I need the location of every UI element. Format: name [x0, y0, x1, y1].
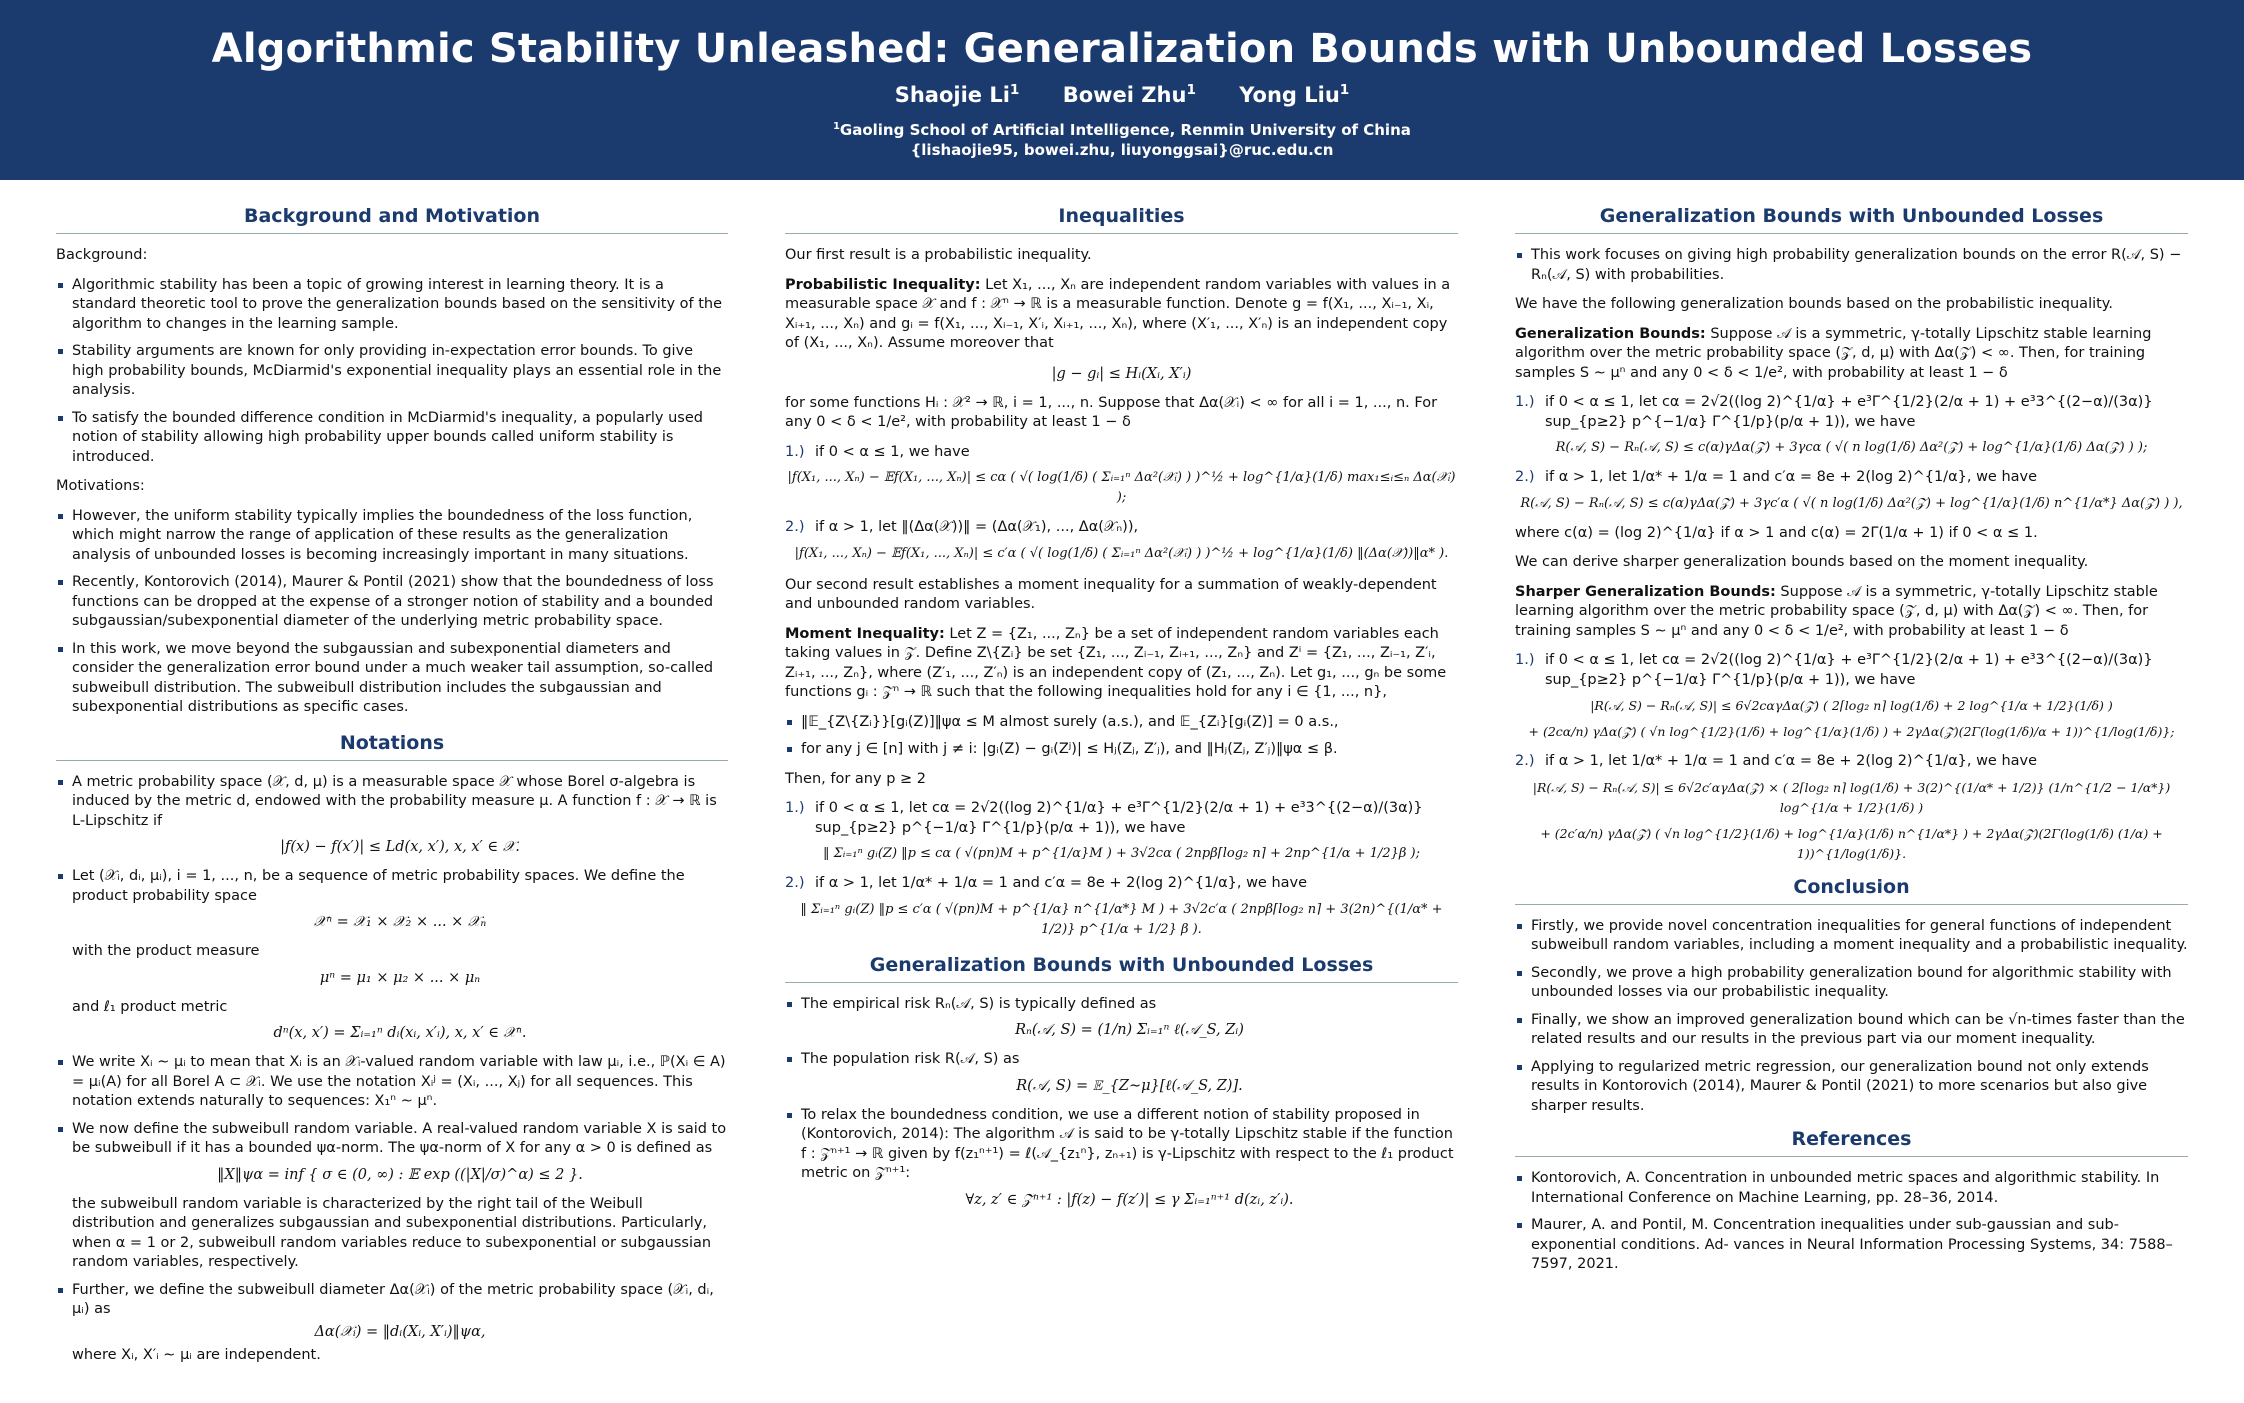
- author-list: [0, 82, 2244, 107]
- section-title-conclusion: Conclusion: [1515, 876, 2188, 905]
- motivations-label: Motivations:: [56, 478, 145, 494]
- equation: + (2cα/n) γΔα(𝒵) ( √n log^{1/2}(1/δ) + log^{1/α}(1/δ) ) + 2γΔα(𝒵)(2Γ(log(1/δ)/α + 1))^{1/log(1/δ)};: [1528, 724, 2175, 739]
- list-item: Kontorovich, A. Concentration in unbounded metric spaces and algorithmic stability. In International Conference on Machine Learning, pp. 28–36, 2014.: [1515, 1169, 2188, 1208]
- list-item: for any j ∈ [n] with j ≠ i: |gᵢ(Z) − gᵢ(Zʲ)| ≤ Hⱼ(Zⱼ, Z′ⱼ), and ‖Hⱼ(Zⱼ, Z′ⱼ)‖ψα ≤ β.: [785, 740, 1458, 760]
- list-item: The population risk R(𝒜, S) as R(𝒜, S) = 𝔼_{Z∼μ}[ℓ(𝒜_S, Z)].: [785, 1050, 1458, 1096]
- paragraph: Our first result is a probabilistic inequality.: [785, 247, 1092, 263]
- equation: 𝒳ⁿ = 𝒳₁ × 𝒳₂ × ... × 𝒳ₙ: [313, 914, 487, 930]
- theorem-probabilistic: Probabilistic Inequality: Let X₁, ..., Xₙ are independent random variables with values in a measurable space 𝒳 and f : 𝒳ⁿ → ℝ is a measurable function. Denote g = f(X₁, ..., Xᵢ₋₁, Xᵢ, Xᵢ₊₁, ..., Xₙ) and gᵢ = f(X₁, ..., Xᵢ₋₁, X′ᵢ, Xᵢ₊₁, ..., Xₙ), where (X′₁, ..., X′ₙ) is an independent copy of (X₁, ..., Xₙ). Assume moreover that: [785, 276, 1451, 351]
- section-title-inequalities: Inequalities: [785, 205, 1458, 234]
- section-title-generalization: Generalization Bounds with Unbounded Losses: [785, 954, 1458, 983]
- paragraph: for some functions Hᵢ : 𝒳² → ℝ, i = 1, ..., n. Suppose that Δα(𝒳ᵢ) < ∞ for all i = 1, ..., n. For any 0 < δ < 1/e², with probability at least 1 − δ: [785, 394, 1438, 430]
- equation: |f(X₁, ..., Xₙ) − 𝔼f(X₁, ..., Xₙ)| ≤ c′α ( √( log(1/δ) ( Σᵢ₌₁ⁿ Δα²(𝒳ᵢ) ) )^½ + log^{1/α}(1/δ) ‖(Δα(𝒳))‖α* ).: [794, 545, 1449, 561]
- list-item: Recently, Kontorovich (2014), Maurer & Pontil (2021) show that the boundedness of loss functions can be dropped at the expense of a stronger notion of stability and a bounded subgaussian/subexponential diameter of the underlying metric probability space.: [56, 573, 728, 632]
- list-item: Firstly, we provide novel concentration inequalities for general functions of independent subweibull random variables, including a moment inequality and a probabilistic inequality.: [1515, 917, 2188, 956]
- list-item: To relax the boundedness condition, we use a different notion of stability proposed in (Kontorovich, 2014): The algorithm 𝒜 is said to be γ-totally Lipschitz stable if the function f : 𝒵ⁿ⁺¹ → ℝ given by f(z₁ⁿ⁺¹) = ℓ(𝒜_{z₁ⁿ}, zₙ₊₁) is γ-Lipschitz with respect to the ℓ₁ product metric on 𝒵ⁿ⁺¹: ∀z, z′ ∈ 𝒵ⁿ⁺¹ : |f(z) − f(z′)| ≤ γ Σᵢ₌₁ⁿ⁺¹ d(zᵢ, z′ᵢ).: [785, 1106, 1458, 1210]
- case-item: 1.) if 0 < α ≤ 1, we have: [785, 443, 970, 460]
- intro-list: [1515, 246, 2188, 285]
- references-list: [1515, 1169, 2188, 1275]
- affiliation: $^1$Gaoling School of Artificial Intelligence, Renmin University of China: [833, 121, 1411, 139]
- case-item: 1.) if 0 < α ≤ 1, let cα = 2√2((log 2)^{1/α} + e³Γ^{1/2}(2/α + 1) + e³3^{(2−α)/(3α)} sup_{p≥2} p^{−1/α} Γ^{1/p}(p/α + 1)), we have: [1515, 652, 2153, 688]
- background-list: [56, 276, 728, 468]
- equation: R(𝒜, S) − Rₙ(𝒜, S) ≤ c(α)γΔα(𝒵) + 3γcα ( √( n log(1/δ) Δα²(𝒵) + log^{1/α}(1/δ) Δα(𝒵) ) );: [1555, 440, 2148, 455]
- equation: |f(x) − f(x′)| ≤ Ld(x, x′), x, x′ ∈ 𝒳.: [280, 839, 520, 855]
- theorem-moment: Moment Inequality: Let Z = {Z₁, ..., Zₙ} be a set of independent random variables each taking values in 𝒵. Define Z\{Zᵢ} be set {Z₁, ..., Zᵢ₋₁, Zᵢ₊₁, ..., Zₙ} and Zⁱ = {Z₁, ..., Zᵢ₋₁, Z′ᵢ, Zᵢ₊₁, ..., Zₙ}, where (Z′₁, ..., Z′ₙ) is an independent copy of (Z₁, ..., Zₙ). Let g₁, ..., gₙ be some functions gᵢ : 𝒵ⁿ → ℝ such that the following inequalities hold for any i ∈ {1, ..., n},: [785, 625, 1447, 700]
- list-item: Algorithmic stability has been a topic of growing interest in learning theory. It is a standard theoretic tool to prove the generalization bounds based on the sensitivity of the algorithm to changes in the learning sample.: [56, 276, 728, 335]
- equation: |g − gᵢ| ≤ Hᵢ(Xᵢ, X′ᵢ): [1051, 365, 1192, 382]
- paragraph: Then, for any p ≥ 2: [785, 770, 926, 787]
- list-item: Finally, we show an improved generalization bound which can be √n-times faster than the related results and our results in the previous part via our moment inequality.: [1515, 1011, 2188, 1050]
- generalization-list: [785, 995, 1458, 1210]
- list-item: We write Xᵢ ∼ μᵢ to mean that Xᵢ is an 𝒳ᵢ-valued random variable with law μᵢ, i.e., ℙ(Xᵢ ∈ A) = μᵢ(A) for all Borel A ⊂ 𝒳ᵢ. We use the notation Xᵢʲ = (Xᵢ, ..., Xⱼ) for all sequences. This notation extends naturally to sequences: X₁ⁿ ∼ μⁿ.: [56, 1053, 728, 1112]
- column-right: [1515, 205, 2188, 1285]
- list-item: Let (𝒳ᵢ, dᵢ, μᵢ), i = 1, ..., n, be a sequence of metric probability spaces. We define the product probability space 𝒳ⁿ = 𝒳₁ × 𝒳₂ × ... × 𝒳ₙ with the product measure μⁿ = μ₁ × μ₂ × ... × μₙ and ℓ₁ product metric dⁿ(x, x′) = Σᵢ₌₁ⁿ dᵢ(xᵢ, x′ᵢ), x, x′ ∈ 𝒳ⁿ.: [56, 867, 728, 1043]
- case-item: 2.) if α > 1, let 1/α* + 1/α = 1 and c′α = 8e + 2(log 2)^{1/α}, we have: [1515, 469, 2038, 485]
- poster-title: Algorithmic Stability Unleashed: Generalization Bounds with Unbounded Losses: [211, 26, 2033, 72]
- conclusion-list: [1515, 917, 2188, 1117]
- equation: R(𝒜, S) − Rₙ(𝒜, S) ≤ c(α)γΔα(𝒵) + 3γc′α ( √( n log(1/δ) Δα²(𝒵) + log^{1/α}(1/δ) n^{1/α*} Δα(𝒵) ) ),: [1520, 495, 2183, 511]
- list-item: The empirical risk Rₙ(𝒜, S) is typically defined as Rₙ(𝒜, S) = (1/n) Σᵢ₌₁ⁿ ℓ(𝒜_S, Zᵢ): [785, 995, 1458, 1041]
- paragraph: where c(α) = (log 2)^{1/α} if α > 1 and c(α) = 2Γ(1/α + 1) if 0 < α ≤ 1.: [1515, 524, 2038, 541]
- moment-conditions: [785, 713, 1458, 760]
- background-label: Background:: [56, 247, 148, 263]
- list-item: ‖𝔼_{Z\{Zᵢ}}[gᵢ(Z)]‖ψα ≤ M almost surely (a.s.), and 𝔼_{Zᵢ}[gᵢ(Z)] = 0 a.s.,: [785, 713, 1458, 733]
- equation: ‖ Σᵢ₌₁ⁿ gᵢ(Z) ‖p ≤ c′α ( √(pn)M + p^{1/α} n^{1/α*} M ) + 3√2c′α ( 2npβ⌈log₂ n⌉ + 3(2n)^{(1/α* + 1/2)} p^{1/α + 1/2} β ).: [800, 901, 1443, 937]
- list-item: This work focuses on giving high probability generalization bounds on the error R(𝒜, S) − Rₙ(𝒜, S) with probabilities.: [1515, 246, 2188, 285]
- poster-header: [0, 0, 2244, 180]
- list-item: To satisfy the bounded difference condition in McDiarmid's inequality, a popularly used notion of stability allowing high probability upper bounds called uniform stability is introduced.: [56, 409, 728, 468]
- equation: ‖ Σᵢ₌₁ⁿ gᵢ(Z) ‖p ≤ cα ( √(pn)M + p^{1/α}M ) + 3√2cα ( 2npβ⌈log₂ n⌉ + 2np^{1/α + 1/2}β );: [822, 846, 1421, 861]
- equation: Rₙ(𝒜, S) = (1/n) Σᵢ₌₁ⁿ ℓ(𝒜_S, Zᵢ): [1015, 1022, 1244, 1038]
- section-title-background: Background and Motivation: [56, 205, 728, 234]
- notations-list: [56, 773, 728, 1366]
- list-item: Secondly, we prove a high probability generalization bound for algorithmic stability with unbounded losses via our probabilistic inequality.: [1515, 964, 2188, 1003]
- author: Shaojie Li$^1$: [894, 82, 1020, 107]
- equation: |f(X₁, ..., Xₙ) − 𝔼f(X₁, ..., Xₙ)| ≤ cα ( √( log(1/δ) ( Σᵢ₌₁ⁿ Δα²(𝒳ᵢ) ) )^½ + log^{1/α}(1/δ) max₁≤ᵢ≤ₙ Δα(𝒳ᵢ) );: [787, 470, 1456, 505]
- list-item: Applying to regularized metric regression, our generalization bound not only extends results in Kontorovich (2014), Maurer & Pontil (2021) to more scenarios but also give sharper results.: [1515, 1058, 2188, 1117]
- equation: Δα(𝒳ᵢ) = ‖dᵢ(Xᵢ, X′ᵢ)‖ψα,: [314, 1323, 486, 1340]
- list-item: We now define the subweibull random variable. A real-valued random variable X is said to be subweibull if it has a bounded ψα-norm. The ψα-norm of X for any α > 0 is defined as ‖X‖ψα = inf { σ ∈ (0, ∞) : 𝔼 exp ((|X|/σ)^α) ≤ 2 }. the subweibull random variable is characterized by the right tail of the Weibull distribution and generalizes subgaussian and subexponential distributions. Particularly, when α = 1 or 2, subweibull random variables reduce to subexponential or subgaussian random variables, respectively.: [56, 1120, 728, 1273]
- list-item: Stability arguments are known for only providing in-expectation error bounds. To give high probability bounds, McDiarmid's exponential inequality plays an essential role in the analysis.: [56, 342, 728, 401]
- author: Bowei Zhu$^1$: [1062, 82, 1196, 107]
- equation: |R(𝒜, S) − Rₙ(𝒜, S)| ≤ 6√2cαγΔα(𝒵) ( 2⌈log₂ n⌉ log(1/δ) + 2 log^{1/α + 1/2}(1/δ) ): [1590, 698, 2113, 713]
- equation: μⁿ = μ₁ × μ₂ × ... × μₙ: [319, 969, 481, 986]
- equation: ‖X‖ψα = inf { σ ∈ (0, ∞) : 𝔼 exp ((|X|/σ)^α) ≤ 2 }.: [217, 1166, 583, 1183]
- list-item: Maurer, A. and Pontil, M. Concentration inequalities under sub-gaussian and sub-exponential conditions. Ad- vances in Neural Information Processing Systems, 34: 7588–7597, 2021.: [1515, 1216, 2188, 1275]
- author: Yong Liu$^1$: [1239, 82, 1350, 107]
- section-title-generalization-bounds: Generalization Bounds with Unbounded Losses: [1515, 205, 2188, 234]
- list-item: In this work, we move beyond the subgaussian and subexponential diameters and consider the generalization error bound under a much weaker tail assumption, so-called subweibull distribution. The subweibull distribution includes the subgaussian and subexponential distributions as specific cases.: [56, 640, 728, 718]
- list-item: Further, we define the subweibull diameter Δα(𝒳ᵢ) of the metric probability space (𝒳ᵢ, dᵢ, μᵢ) as Δα(𝒳ᵢ) = ‖dᵢ(Xᵢ, X′ᵢ)‖ψα, where Xᵢ, X′ᵢ ∼ μᵢ are independent.: [56, 1281, 728, 1366]
- list-item: However, the uniform stability typically implies the boundedness of the loss function, which might narrow the range of application of these results as the generalization analysis of unbounded losses is becoming increasingly important in many situations.: [56, 507, 728, 566]
- column-middle: [785, 205, 1458, 1220]
- equation: |R(𝒜, S) − Rₙ(𝒜, S)| ≤ 6√2c′αγΔα(𝒵) × ( 2⌈log₂ n⌉ log(1/δ) + 3(2)^{(1/α* + 1/2)} (1/n^{1/2 − 1/α*}) log^{1/α + 1/2}(1/δ) ): [1532, 779, 2171, 815]
- equation: R(𝒜, S) = 𝔼_{Z∼μ}[ℓ(𝒜_S, Z)].: [1016, 1077, 1243, 1094]
- paragraph: Our second result establishes a moment inequality for a summation of weakly-dependent and unbounded random variables.: [785, 576, 1437, 612]
- equation: + (2c′α/n) γΔα(𝒵) ( √n log^{1/2}(1/δ) + log^{1/α}(1/δ) n^{1/α*} ) + 2γΔα(𝒵)(2Γ(log(1/δ) (1/α) + 1))^{1/log(1/δ)}.: [1540, 825, 2163, 861]
- motivations-list: [56, 507, 728, 718]
- section-title-notations: Notations: [56, 732, 728, 761]
- theorem-generalization: Generalization Bounds: Suppose 𝒜 is a symmetric, γ-totally Lipschitz stable learning algorithm over the metric probability space (𝒵, d, μ) with Δα(𝒵) < ∞. Then, for training samples S ∼ μⁿ and any 0 < δ < 1/e², with probability at least 1 − δ: [1515, 325, 2152, 381]
- equation: dⁿ(x, x′) = Σᵢ₌₁ⁿ dᵢ(xᵢ, x′ᵢ), x, x′ ∈ 𝒳ⁿ.: [273, 1025, 527, 1041]
- case-item: 2.) if α > 1, let ‖(Δα(𝒳))‖ = (Δα(𝒳₁), ..., Δα(𝒳ₙ)),: [785, 519, 1139, 535]
- case-item: 1.) if 0 < α ≤ 1, let cα = 2√2((log 2)^{1/α} + e³Γ^{1/2}(2/α + 1) + e³3^{(2−α)/(3α)} sup_{p≥2} p^{−1/α} Γ^{1/p}(p/α + 1)), we have: [785, 800, 1423, 836]
- equation: ∀z, z′ ∈ 𝒵ⁿ⁺¹ : |f(z) − f(z′)| ≤ γ Σᵢ₌₁ⁿ⁺¹ d(zᵢ, z′ᵢ).: [965, 1191, 1294, 1208]
- paragraph: We have the following generalization bounds based on the probabilistic inequality.: [1515, 296, 2113, 312]
- section-title-references: References: [1515, 1128, 2188, 1157]
- paragraph: We can derive sharper generalization bounds based on the moment inequality.: [1515, 554, 2089, 570]
- column-left: [56, 205, 728, 1375]
- list-item: A metric probability space (𝒳, d, μ) is a measurable space 𝒳 whose Borel σ-algebra is induced by the metric d, endowed with the probability measure μ. A function f : 𝒳 → ℝ is L-Lipschitz if |f(x) − f(x′)| ≤ Ld(x, x′), x, x′ ∈ 𝒳.: [56, 773, 728, 858]
- case-item: 2.) if α > 1, let 1/α* + 1/α = 1 and c′α = 8e + 2(log 2)^{1/α}, we have: [1515, 753, 2038, 769]
- theorem-sharper: Sharper Generalization Bounds: Suppose 𝒜 is a symmetric, γ-totally Lipschitz stable learning algorithm over the metric probability space (𝒵, d, μ) with Δα(𝒵) < ∞. Then, for training samples S ∼ μⁿ and any 0 < δ < 1/e², with probability at least 1 − δ: [1515, 583, 2158, 639]
- case-item: 2.) if α > 1, let 1/α* + 1/α = 1 and c′α = 8e + 2(log 2)^{1/α}, we have: [785, 875, 1308, 891]
- case-item: 1.) if 0 < α ≤ 1, let cα = 2√2((log 2)^{1/α} + e³Γ^{1/2}(2/α + 1) + e³3^{(2−α)/(3α)} sup_{p≥2} p^{−1/α} Γ^{1/p}(p/α + 1)), we have: [1515, 394, 2153, 430]
- email: {lishaojie95, bowei.zhu, liuyonggsai}@ruc.edu.cn: [910, 141, 1334, 159]
